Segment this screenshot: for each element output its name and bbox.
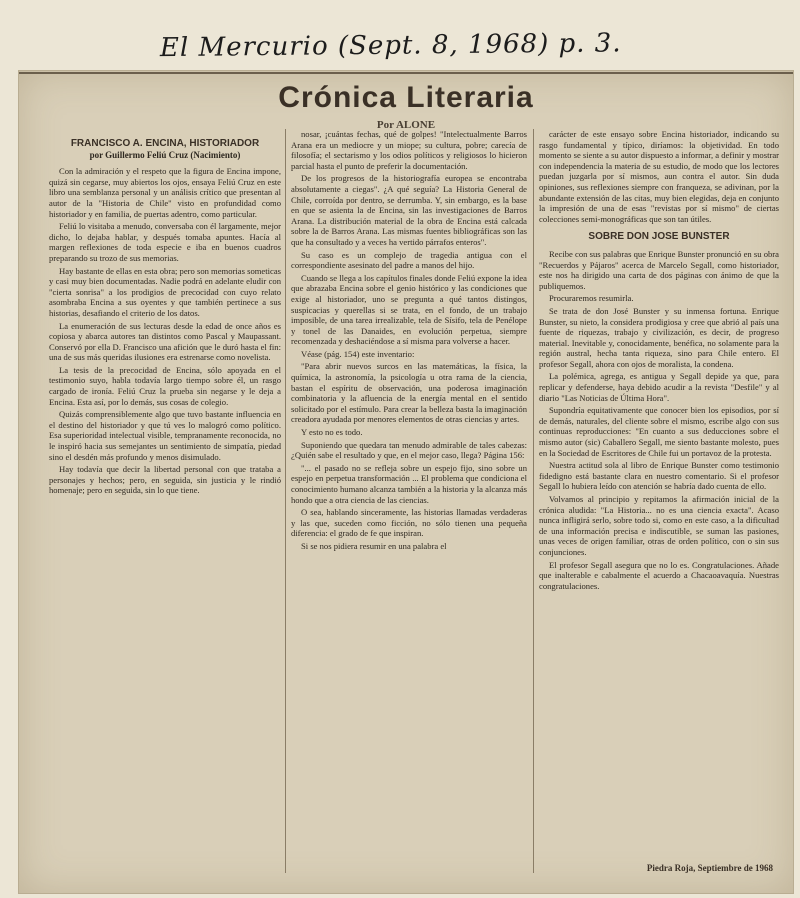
column-divider xyxy=(285,129,286,873)
paragraph: Véase (pág. 154) este inventario: xyxy=(301,348,415,359)
paragraph: Cuando se llega a los capítulos finales donde Feliú expone la idea que abrazaba Encina sobre el genio histórico y las condiciones que exige al historiador, uno se pregunta a qué tantos distingos, suspicacias y querellas si se trata, en el fondo, de un trabajo imposible, de una tarea irrealizable, tela de Sísifo, tela de Penélope y tonel de las Danaides, en evolución perpetua, siempre recomenzada y deshaciéndose a sí misma para volverse a hacer. xyxy=(291,272,528,347)
paragraph: El profesor Segall asegura que no lo es. Congratulaciones. Añade que inalterable e cabalmente el acuerdo a Chacaoavaquía. Nuestras congratulaciones. xyxy=(539,559,779,591)
paragraph: Supondría equitativamente que conocer bien los episodios, por sí de demás, naturales, del cliente sobre el mismo, escribe algo con sus continuas reproducciones: "En cuanto a sus deducciones sobre el mismo autor (sic) Caballero Segall, me siento bastante molesto, pues en la Sociedad de Escritores de Chile fui un portavoz de la protesta. xyxy=(539,405,779,458)
paragraph: Quizás comprensiblemente algo que tuvo bastante influencia en el destino del historiador y que tú ves lo malogró como político. Esa superioridad intelectual visible, tempranamente reconocida, no le inspiró hacia sus semejantes un sentimiento de simpatía, piedad sino el desdén más profundo y menos disimulado. xyxy=(49,409,281,462)
paragraph: Hay bastante de ellas en esta obra; pero son memorias someticas y casi muy bien documentadas. Nadie podrá en adelante eludir con "cierta sonrisa" a los prodigios de precocidad con cuyo relato asombraba Encina a sus oyentes y que también pertinece a sus historias, desafiando el criterio de los datos. xyxy=(49,265,281,318)
newspaper-clipping xyxy=(18,70,794,894)
dateline-signoff: Piedra Roja, Septiembre de 1968 xyxy=(646,863,773,873)
column-1 xyxy=(49,133,281,498)
top-rule xyxy=(19,72,793,74)
paragraph: Si se nos pidiera resumir en una palabra el xyxy=(301,540,447,551)
paragraph: "... el pasado no se refleja sobre un espejo fijo, sino sobre un espejo en perpetua transformación ... El problema que condiciona el conocimiento humano alcanza también a la historia y la alcanza más hondo que a otra ciencia de las ciencias. xyxy=(291,462,527,505)
section-heading: FRANCISCO A. ENCINA, HISTORIADOR xyxy=(70,138,260,149)
paragraph: La polémica, agrega, es antigua y Segall depide ya que, para replicar y defenderse, haya debido acudir a la revista "Desfile" y al diario "Las Noticias de Última Hora". xyxy=(539,371,779,403)
section-heading: SOBRE DON JOSE BUNSTER xyxy=(588,231,730,243)
section-subheading: por Guillermo Feliú Cruz (Nacimiento) xyxy=(89,149,241,160)
paragraph: De los progresos de la historiografía europea se encontraba absolutamente a ciegas". ¿A qué seguía? La Historia General de Chile, corroída por dentro, se derrumba. Y, sin embargo, es la base en que se asienta la de Encina, sin las investigaciones de Barros Arana. La distribución material de la obra de Encina está calcada sobre la de Barros Arana. Las mismas fuentes bibliográficas son las que ha consultado y a veces ha vertido párrafos enteros". xyxy=(291,173,527,247)
paragraph: Nuestra actitud sola al libro de Enrique Bunster como testimonio fidedigno está bastante clara en nuestro comentario. Si el profesor Segall lo hubiera leído con atención se habría dado cuenta de ello. xyxy=(539,460,779,492)
article-byline: Por ALONE xyxy=(376,119,436,131)
paragraph: "Para abrir nuevos surcos en las matemáticas, la física, la química, la astronomía, la psicología u otra rama de la ciencia, bastan el espíritu de observación, una poderosa imaginación combinatoria y la afluencia de la energía mental en el sentido solicitado por el estímulo. Para crear la belleza basta la imaginación creadora ayudada por menores elementos de otras ciencias y artes. xyxy=(291,361,527,425)
paragraph: Y esto no es todo. xyxy=(301,427,363,438)
paragraph: Feliú lo visitaba a menudo, conversaba con él largamente, mejor dicho, lo dejaba hablar, y después tomaba apuntes. Hacía al margen reflexiones de toda especie e iba en buenos cuadros preparando su trozo de sus memorias. xyxy=(49,221,281,263)
column-2 xyxy=(291,129,527,554)
paragraph: carácter de este ensayo sobre Encina historiador, indicando su rasgo fundamental y típico, diríamos: la objetividad. En todo momento se siente a su autor dispuesto a informar, a definir y mostrar con independencia la materia de su estudio, de modo que los lectores puedan juzgarla por sí mismos, aun contra el autor. Sin duda opiniones, sus reflexiones siempre con franqueza, se adivinan, por la abundante extensión de las citas, muy bien elegidas, deja en conjunto la impresión de una de esas "revistas por sí mismo" de ciertas colecciones semi-monográficas que son tan útiles. xyxy=(539,129,779,224)
paragraph: O sea, hablando sinceramente, las historias llamadas verdaderas y las que, suceden como ficción, no sólo tienen una pequeña diferencia: el grado de fe que inspiran. xyxy=(291,507,527,539)
paragraph: Procuraremos resumirla. xyxy=(549,293,634,304)
paragraph: Recibe con sus palabras que Enrique Bunster pronunció en su obra "Recuerdos y Pájaros" acerca de Marcelo Segall, como historiador, este nos ha dirigido una carta de dos páginas con ánimo de que la publiquemos. xyxy=(539,248,779,291)
paragraph: nosar, ¡cuántas fechas, qué de golpes! "Intelectualmente Barros Arana era un mediocre y un miope; su cultura, pobre; carecía de filosofía; el sectarismo y los odios políticos y religiosos lo hicieron parcial hasta el punto de preferir la documentación. xyxy=(291,129,527,171)
paragraph: Su caso es un complejo de tragedia antigua con el correspondiente asesinato del padre a manos del hijo. xyxy=(291,249,527,271)
paragraph: Se trata de don José Bunster y su inmensa fortuna. Enrique Bunster, su nieto, la considera prodigiosa y cree que abrió al país una fuente de riquezas, trabajo y civilización, es decir, de progreso material. Inevitable y, conocidamente, benéfica, no solamente para la región austral, hecha tanta riqueza, sino para Chile entero. El profesor Segall, ahora con ojos de moralista, la condena. xyxy=(539,305,779,369)
handwritten-source-note: El Mercurio (Sept. 8, 1968) p. 3. xyxy=(159,28,622,64)
paragraph: La enumeración de sus lecturas desde la edad de once años es copiosa y abarca autores tan distintos como Pascal y Maupassant. Conservó por ella D. Francisco una afición que le duró hasta el fin: una de sus más queridas ilusiones era estrenarse como novelista. xyxy=(49,320,281,363)
article-title: Crónica Literaria xyxy=(278,81,534,114)
column-divider xyxy=(533,129,534,873)
paragraph: La tesis de la precocidad de Encina, sólo apoyada en el testimonio suyo, habla todavía largo tiempo sobre él, un rasgo cargado de ironía. Feliú Cruz la prueba sin negarse y le deja a Encina. Esta así, por lo demás, sus cosas de colegio. xyxy=(49,364,281,407)
paragraph: Hay todavía que decir la libertad personal con que trataba a personajes y hechos; pero, en seguida, sin justicia y le rindió homenaje; pero en seguida, sin lo que tiene. xyxy=(49,464,281,496)
paragraph: Volvamos al principio y repitamos la afirmación inicial de la crónica aludida: "La Historia... no es una ciencia exacta". Acaso nunca infligirá serlo, sobre todo si, como en este caso, a la dificultad de una información precisa e indiscutible, se suman las pasiones, unas veces de origen familiar, otras de orden político, con o sin sus conjunciones. xyxy=(539,494,779,557)
column-3 xyxy=(539,129,779,593)
paragraph: Con la admiración y el respeto que la figura de Encina impone, quizá sin cegarse, muy abiertos los ojos, ensaya Feliú Cruz en este libro una semblanza personal y un análisis crítico que presentan al autor de la "Historia de Chile" visto en profundidad como historiador y en familia, de puertas adentro, como particular. xyxy=(49,166,281,219)
paragraph: Suponiendo que quedara tan menudo admirable de tales cabezas: ¿Quién sabe el resultado y que, en el mejor caso, llega? Página 156: xyxy=(291,439,527,461)
